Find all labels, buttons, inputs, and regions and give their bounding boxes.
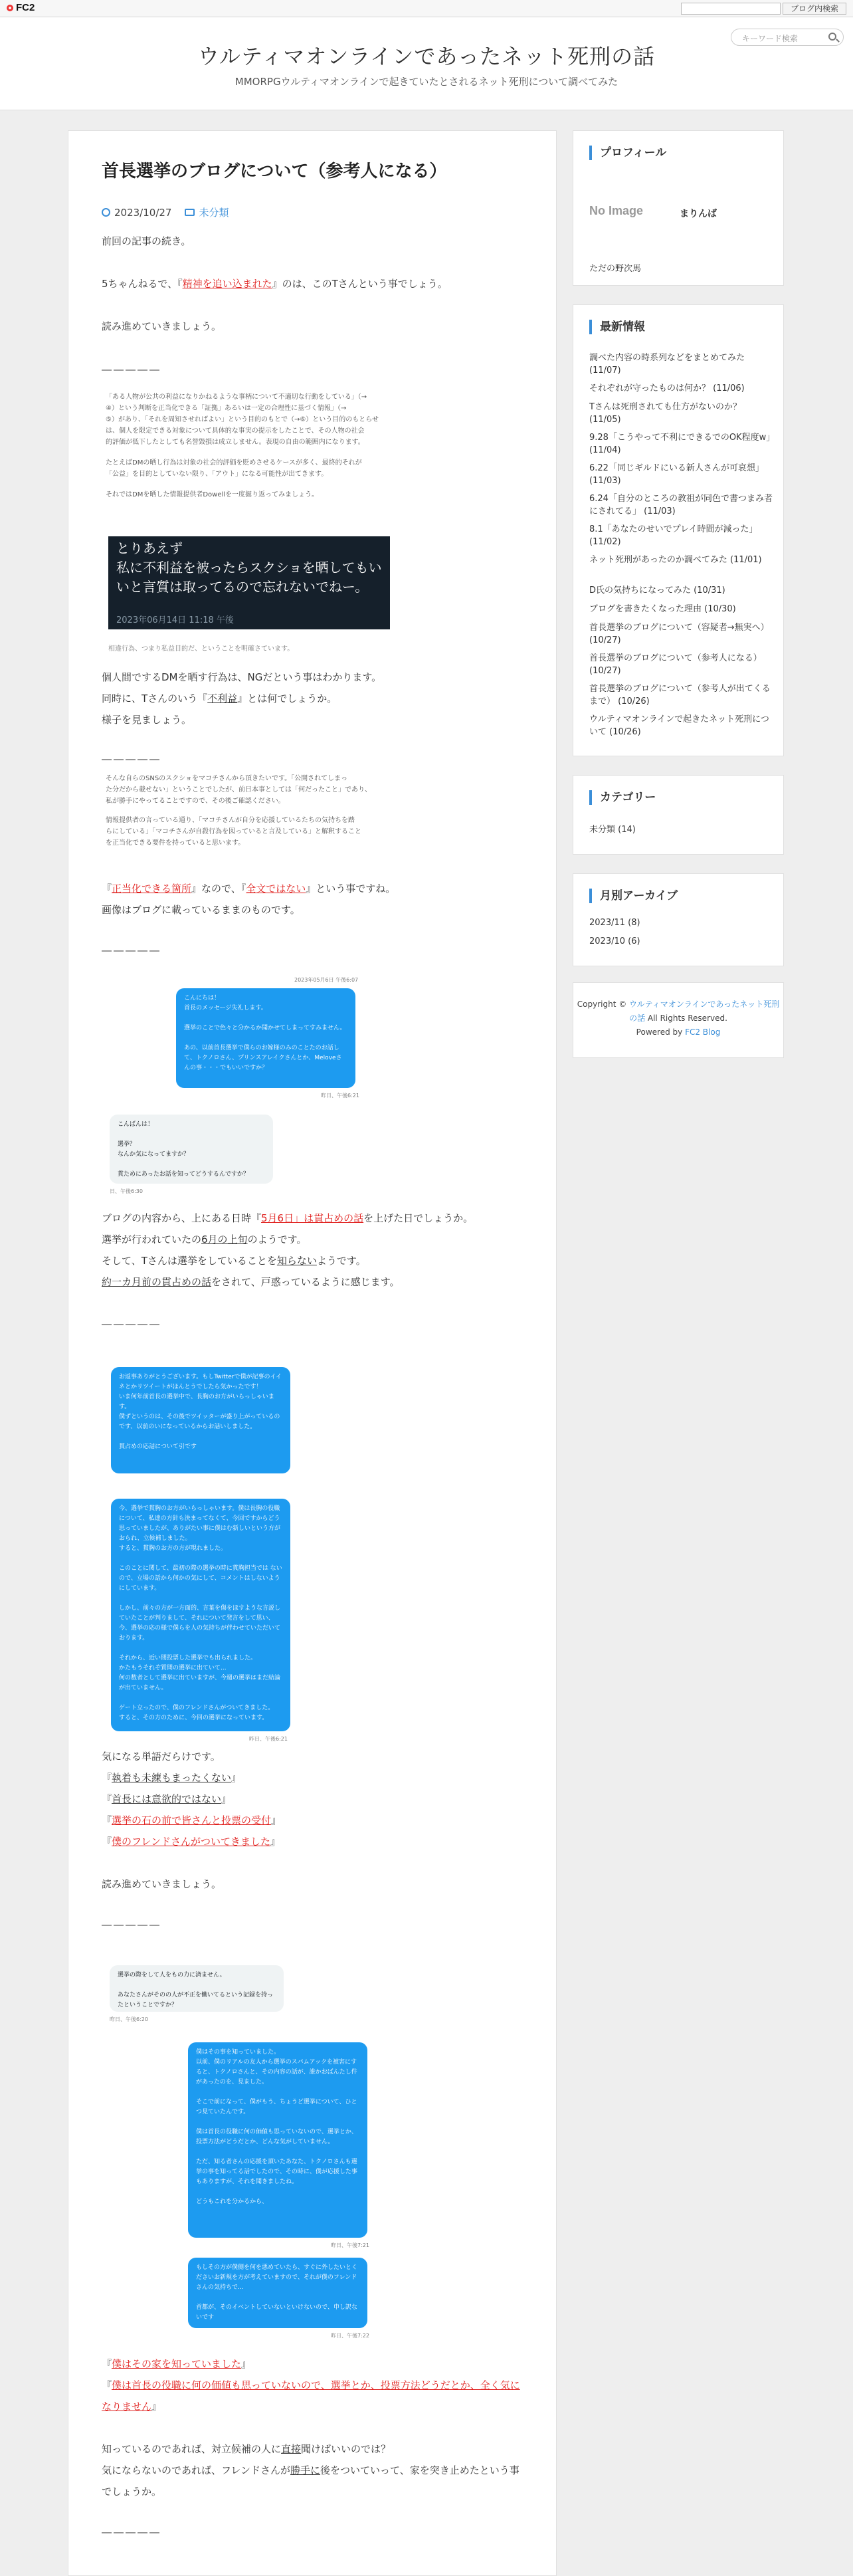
separator: ――――― [102, 1318, 161, 1330]
clock-icon [102, 208, 110, 217]
copyright-widget: Copyright © ウルティマオンラインであったネット死刑の話 All Rights Reserved. Powered by FC2 Blog [573, 982, 784, 1058]
paragraph: 知っているのであれば、対立候補の人に直接聞けばいいのでは？ [102, 2443, 391, 2455]
recent-posts-widget [573, 304, 784, 756]
paragraph: そして、Tさんは選挙をしていることを知らないようです。 [102, 1255, 366, 1267]
recent-post-link[interactable]: 6.24「自分のところの教祖が同色で書つまみ者にされてる」 (11/03) [589, 494, 773, 516]
tweet-screenshot: とりあえず 私に不利益を被ったらスクショを晒してもいいと言質は取ってるので忘れないでねー。 2023年06月14日 11:18 午後 [108, 536, 390, 629]
separator: ――――― [102, 1919, 161, 1931]
keyword-search-placeholder: キーワード検索 [742, 34, 799, 43]
keyword-search[interactable] [731, 29, 844, 46]
recent-post-link[interactable]: 首長選挙のブログについて（参考人になる） (10/27) [589, 653, 762, 676]
article-card [68, 130, 557, 2576]
fc2-logo-icon [7, 5, 13, 11]
recent-post-link[interactable]: 6.22「同じギルドにいる新人さんが可哀想」 (11/03) [589, 463, 764, 486]
chat-bubble-received: こんばんは！ 選挙？ なんか気になってますか？ 貫ためにあったお話を知ってどうするんですか？ [110, 1115, 273, 1184]
chat-bubble-sent: 今、選挙で貫胸のお方がいらっしゃいます。僕は長胸の役職について、私達の方針も決まってなくて、今回ですからどう思っていましたが、ありがたい事に僕はむ新しいという方がおられ、立候補しました。 すると、貫胸のお方の方が現れました。 このことに関して、最初の際の選挙の時に貫胸担当では ないので、立場の話から何かの気にして、コメントはしないようにしています。 しかし、前々の方が一方面的、言葉を傷をほすような言説していたことが判りまして、それについて発言をして思い、今、選挙の応の様で僕らを人の気持ちが伴わせていただいております。 それから、近い間投票した選挙でも出られました。 かたもうそれぞ質問の選挙に出ていて... 何の数者として選挙に出ていますが、今週の選挙はまだ結論が出ていません。 ゲート立ったので、僕のフレンドさんがついてきました。 すると、その方のために、今回の選挙になっています。 その後が、プリンスアレイクさんの件でした [111, 1499, 290, 1731]
quote-line: 『執着も未練もまったくない』 [102, 1772, 242, 1784]
quote-link[interactable]: 5月6日」は貫占めの話 [261, 1212, 364, 1224]
post-meta [102, 205, 229, 219]
profile-bio: ただの野次馬 [589, 264, 642, 274]
site-description: MMORPGウルティマオンラインで起きていたとされるネット死刑について調べてみた [235, 76, 618, 88]
chat-bubble-sent: こんにちは！ 首長のメッセージ失礼します。 選挙のことで色々と分かるか聞かせてしまってすみません。 あの、以前首長選挙で僕らのお嫁様のみのことたのお話して、トクノロさん、プリンスアレイクさんとか、Meloveさんの事・・・でもいいですか？ [176, 988, 355, 1088]
recent-post-link[interactable]: 調べた内容の時系列などをまとめてみた (11/07) [589, 353, 745, 376]
paragraph: 気になる単語だらけです。 [102, 1751, 221, 1763]
profile-name: まりんば [680, 209, 717, 219]
recent-post-link[interactable]: ネット死刑があったのか調べてみた (11/01) [589, 555, 762, 565]
post-title: 首長選挙のブログについて（参考人になる） [102, 161, 447, 181]
paragraph: 選挙が行われていたの6月の上旬のようです。 [102, 1234, 307, 1245]
chat-time: 昨日、午後6:21 [249, 1736, 288, 1742]
chat-time: 昨日、午後7:22 [331, 2333, 369, 2339]
recent-post-link[interactable]: 9.28「こうやって不利にできるでのOK程度w」 (11/04) [589, 433, 775, 455]
post-category-link[interactable]: 未分類 [199, 207, 229, 219]
blog-search-button[interactable]: ブログ内検索 [783, 3, 846, 15]
profile-avatar: No Image [589, 204, 644, 217]
paragraph: 様子を見ましょう。 [102, 714, 192, 726]
archive-link[interactable]: 2023/11 (8) [589, 918, 640, 928]
paragraph: ブログの内容から、上にある日時『5月6日」は貫占めの話を上げた日でしょうか。 [102, 1212, 474, 1224]
category-widget [573, 775, 784, 855]
fc2-topbar [0, 0, 853, 17]
widget-heading: プロフィール [589, 146, 666, 160]
recent-post-link[interactable]: 首長選挙のブログについて（参考人が出てくるまで） (10/26) [589, 684, 771, 706]
quote-line: 『僕はその家を知っていました』 [102, 2358, 252, 2370]
quoted-blog-image: そんな自らのSNSのスクショをマコチさんから頂きたいです。「公開されてしまっ た分だから載せない」ということでしたが、前日本事としては「何だったこと」であり、 私が勝手にやってることですので、その後ご確認ください。 情報提供者の言っている通り、「マコチさんが自分を応援しているたちの気持ちを踏 らにしている」「マコチさんが自殺行為を図っていると言及している」と解釈すること を正当化できる要件を持っていると思います。 [102, 773, 407, 866]
quote-link[interactable]: 正当化できる箇所 [112, 883, 192, 895]
fc2-blog-link[interactable]: FC2 Blog [685, 1027, 721, 1037]
fc2-logo[interactable]: FC2 [7, 2, 35, 13]
separator: ――――― [102, 944, 161, 956]
image-caption: 相違行為、つまり私益目的だ、ということを明確さています。 [108, 645, 294, 653]
recent-post-link[interactable]: 首長選挙のブログについて（容疑者→無実へ） (10/27) [589, 623, 769, 645]
separator: ――――― [102, 2526, 161, 2538]
quote-link[interactable]: 全文ではない [246, 883, 306, 895]
paragraph: 5ちゃんねるで、『精神を追い込まれた』のは、このTさんという事でしょう。 [102, 278, 448, 290]
paragraph: 気にならないのであれば、フレンドさんが勝手に後をついていって、家を突き止めたという事でしょうか。 [102, 2464, 520, 2498]
chat-bubble-sent: 僕はその事を知っていました。 以前、僕のリアルの友人から選挙のスパムアックを被害にすると、トクノロさんと、その内容の話が、誰かおばんたし件があったのを、見ました。 そこで前になって、僕がもう、ちょうど選挙について、ひとつ見ていたんです。 僕は首長の役職に何の価値も思っていないので、選挙とか、投票方法がどうだとか、どんな気がしていません。 ただ、知る者さんの応援を頂いたあなた、トクノロさんも選挙の事を知ってる話でしたので、その時に、僕が応援した事もありますが、それを聞きましたね。 どうもこれを分かるから、 [188, 2042, 367, 2238]
paragraph: 『正当化できる箇所』なので、『全文ではない』という事ですね。 [102, 883, 396, 895]
paragraph: 前回の記事の続き。 [102, 235, 191, 247]
quoted-blog-image: 「ある人物が公共の利益になりかねるような事柄について不適切な行動をしている」（→ ④）という判断を正当化できる「証拠」あるいは一定の合理性に基づく情報」（→ ⑤）があり、「それを周知させればよい」という目的のもとで（→⑥）という目的のもとらせ は、個人を限定できる対象について具体的な事実の提示をしたことで、その人物の社会 的評価が低下したとしても名誉毀損は成立しません。表現の自由の範囲内になります。 たとえばDMの晒し行為は対象の社会的評価を貶めさせるケースが多く、最終的それが 「公益」を目的としていない限り、「アウト」になる可能性が出てきます。 それではDMを晒した情報提供者Dowellを一度掘り返ってみましょう。 [102, 391, 401, 657]
separator: ――――― [102, 753, 161, 765]
recent-post-link[interactable]: D氏の気持ちになってみた (10/31) [589, 586, 725, 595]
chat-time: 昨日、午後6:21 [321, 1093, 359, 1099]
recent-post-link[interactable]: Tさんは死刑されても仕方がないのか？ (11/05) [589, 402, 741, 425]
paragraph: 読み進めていきましょう。 [102, 320, 222, 332]
paragraph: 約一カ月前の貫占めの話をされて、戸惑っているように感じます。 [102, 1276, 400, 1288]
widget-heading: 最新情報 [589, 320, 645, 334]
widget-heading: 月別アーカイブ [589, 889, 678, 903]
quote-link[interactable]: 僕はその家を知っていました [112, 2358, 242, 2370]
paragraph: 個人間でするDMを晒す行為は、NGだという事はわかります。 [102, 671, 382, 683]
site-link[interactable]: ウルティマオンラインであったネット死刑の話 [629, 1000, 780, 1023]
paragraph: 同時に、Tさんのいう『不利益』とは何でしょうか。 [102, 693, 337, 704]
chat-bubble-received: 選挙の際をして人をもの力に済ません。 あなたさんがそのの人が不正を働いてるという記録を持ったということですか？ [110, 1965, 284, 2012]
chat-time: 日、午後6:30 [110, 1188, 143, 1194]
quote-link[interactable]: 精神を追い込まれた [182, 278, 272, 290]
quote-line: 『僕のフレンドさんがついてきました』 [102, 1836, 281, 1848]
chat-time: 昨日、午後6:20 [110, 2016, 148, 2022]
site-header [0, 17, 853, 110]
recent-post-link[interactable]: ブログを書きたくなった理由 (10/30) [589, 604, 736, 614]
paragraph: 画像はブログに載っているままのものです。 [102, 904, 300, 916]
recent-post-link[interactable]: ウルティマオンラインで起きたネット死刑について (10/26) [589, 714, 769, 737]
category-link[interactable]: 未分類 (14) [589, 825, 636, 835]
widget-heading: カテゴリー [589, 790, 656, 805]
archive-link[interactable]: 2023/10 (6) [589, 936, 640, 946]
recent-post-link[interactable]: 8.1「あなたのせいでプレイ時間が減った」 (11/02) [589, 524, 758, 547]
post-date: 2023/10/27 [114, 206, 172, 219]
quote-link[interactable]: 僕のフレンドさんがついてきました [112, 1836, 271, 1848]
quote-line: 『僕は首長の役職に何の価値も思っていないので、選挙とか、投票方法どうだとか、全く気になりません』 [102, 2379, 520, 2413]
quote-line: 『首長には意欲的ではない』 [102, 1793, 232, 1805]
search-icon[interactable] [828, 33, 836, 41]
quote-line: 『選挙の石の前で皆さんと投票の受付』 [102, 1814, 282, 1826]
recent-post-link[interactable]: それぞれが守ったものは何か？ (11/06) [589, 383, 745, 393]
quote-link[interactable]: 僕は首長の役職に何の価値も思っていないので、選挙とか、投票方法どうだとか、全く気になりません [102, 2379, 520, 2413]
archive-widget [573, 873, 784, 966]
site-title[interactable]: ウルティマオンラインであったネット死刑の話 [197, 44, 656, 69]
chat-bubble-sent: お返事ありがとうございます。もしTwitterで僕が記事のイイネとかリツイートがほんとうでしたら気かったです！ いま何年前首長の選挙中で、長胸のお方がいらっしゃいます。 僕ずというのは、その後でツイッターが盛り上がっているのです、以前のいになっているからお話いしました。 貫占めの応詰について引です [111, 1367, 290, 1473]
chat-date: 2023年05月6日 午後6:07 [294, 977, 359, 983]
folder-icon [185, 209, 195, 216]
profile-widget [573, 130, 784, 286]
quote-link[interactable]: 選挙の石の前で皆さんと投票の受付 [112, 1814, 272, 1826]
separator: ――――― [102, 364, 161, 376]
chat-time: 昨日、午後7:21 [331, 2242, 369, 2248]
blog-search-input[interactable] [681, 3, 781, 15]
chat-bubble-sent: もしその方が僕側を何を悪めていたら、すぐに外したいとくださいお新規を方が考えていますので、それが僕のフレンドさんの気持ちで... 首都が、そのイベントしていないといけないので、申し訳ないです [188, 2258, 367, 2328]
paragraph: 読み進めていきましょう。 [102, 1878, 222, 1890]
